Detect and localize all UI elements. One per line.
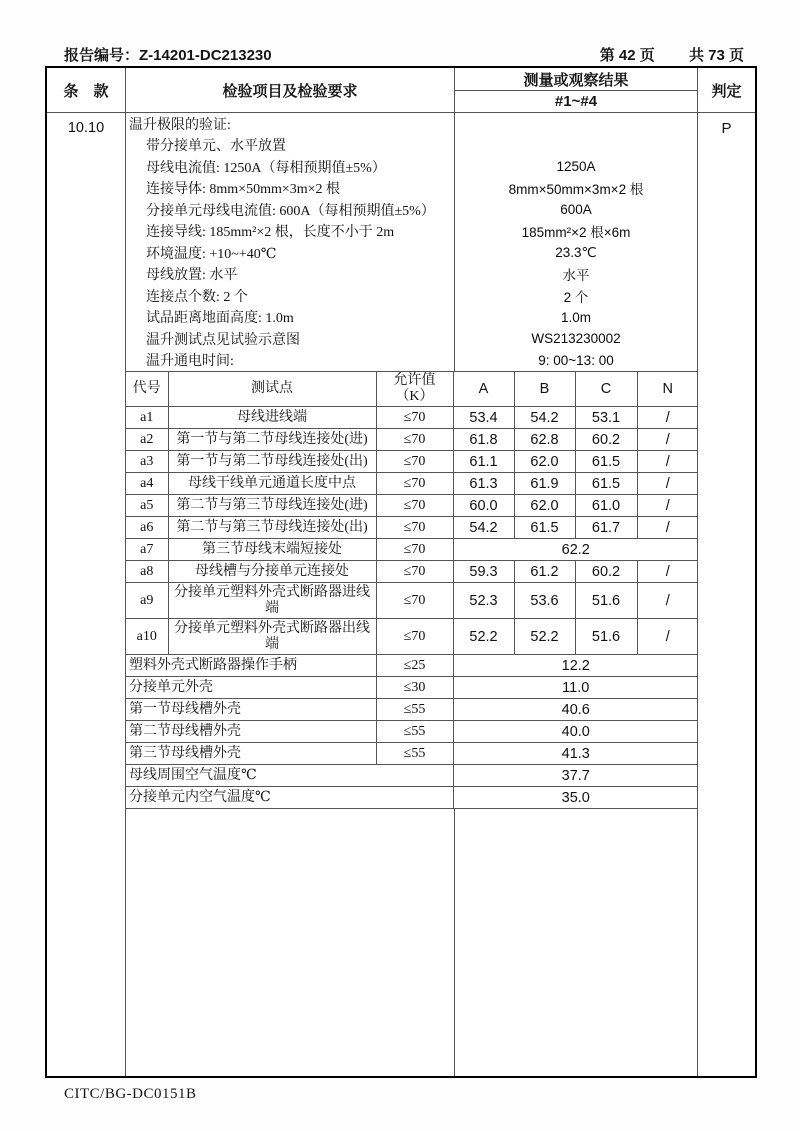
col-header-verdict: 判定 xyxy=(697,68,755,112)
row-limit: ≤70 xyxy=(376,429,453,451)
row-limit: ≤70 xyxy=(376,517,453,539)
spec-line xyxy=(126,113,697,135)
table-row xyxy=(126,619,698,655)
value-a: 60.0 xyxy=(453,495,514,517)
value-c: 60.2 xyxy=(575,561,637,583)
summary-label: 塑料外壳式断路器操作手柄 xyxy=(126,655,376,677)
value-a: 59.3 xyxy=(453,561,514,583)
summary-limit: ≤55 xyxy=(376,699,453,721)
value-c: 60.2 xyxy=(575,429,637,451)
value-b: 62.8 xyxy=(514,429,575,451)
row-limit: ≤70 xyxy=(376,619,453,655)
row-limit: ≤70 xyxy=(376,583,453,619)
report-number-label: 报告编号： xyxy=(64,47,140,64)
table-row xyxy=(126,451,698,473)
row-limit: ≤70 xyxy=(376,451,453,473)
header-limit: 允许值（K） xyxy=(376,372,453,407)
col-header-result-range: #1~#4 xyxy=(454,90,697,112)
air-label: 分接单元内空气温度℃ xyxy=(126,787,453,809)
value-n: / xyxy=(637,619,698,655)
spec-line xyxy=(126,178,697,200)
spec-line xyxy=(126,135,697,157)
row-code: a4 xyxy=(126,473,168,495)
header-code: 代号 xyxy=(126,372,168,407)
value-n: / xyxy=(637,583,698,619)
value-a: 54.2 xyxy=(453,517,514,539)
spec-requirement: 母线放置: 水平 xyxy=(126,264,455,286)
empty-region xyxy=(126,809,697,1076)
summary-limit: ≤25 xyxy=(376,655,453,677)
value-n: / xyxy=(637,495,698,517)
value-n: / xyxy=(637,473,698,495)
summary-value: 11.0 xyxy=(453,677,698,699)
spec-result: 1250A xyxy=(556,159,596,175)
value-c: 53.1 xyxy=(575,407,637,429)
row-point: 第一节与第二节母线连接处(出) xyxy=(168,451,376,473)
verdict-value: P xyxy=(697,112,755,1076)
summary-limit: ≤30 xyxy=(376,677,453,699)
footer-document-code: CITC/BG-DC0151B xyxy=(64,1086,197,1102)
spec-result: 水平 xyxy=(562,268,590,284)
row-limit: ≤70 xyxy=(376,473,453,495)
report-number xyxy=(64,44,272,65)
measurement-header-row xyxy=(126,372,698,407)
page-total: 共 73 页 xyxy=(688,47,744,64)
spec-line xyxy=(126,156,697,178)
value-a: 53.4 xyxy=(453,407,514,429)
table-row xyxy=(126,655,698,677)
col-header-result: 测量或观察结果 xyxy=(454,68,697,90)
row-point: 母线槽与分接单元连接处 xyxy=(168,561,376,583)
row-code: a2 xyxy=(126,429,168,451)
row-point: 第二节与第三节母线连接处(出) xyxy=(168,517,376,539)
table-row xyxy=(126,473,698,495)
report-number-value: Z-14201-DC213230 xyxy=(139,47,272,64)
row-point: 分接单元塑料外壳式断路器出线端 xyxy=(168,619,376,655)
value-n: / xyxy=(637,451,698,473)
value-n: / xyxy=(637,561,698,583)
header-phase-c: C xyxy=(575,372,637,407)
value-b: 54.2 xyxy=(514,407,575,429)
value-n: / xyxy=(637,429,698,451)
summary-value: 40.0 xyxy=(453,721,698,743)
spec-result: 23.3℃ xyxy=(555,244,597,260)
row-code: a6 xyxy=(126,517,168,539)
row-code: a8 xyxy=(126,561,168,583)
spec-requirement: 温升通电时间: xyxy=(126,350,455,372)
row-limit: ≤70 xyxy=(376,539,453,561)
row-code: a5 xyxy=(126,495,168,517)
header-phase-a: A xyxy=(453,372,514,407)
table-row xyxy=(126,699,698,721)
spec-result: 1.0m xyxy=(560,309,591,325)
spec-requirement: 母线电流值: 1250A（每相预期值±5%） xyxy=(126,156,455,178)
page-indicator xyxy=(600,44,744,65)
spec-line xyxy=(126,328,697,350)
report-table xyxy=(45,66,757,1078)
value-a: 52.2 xyxy=(453,619,514,655)
summary-value: 41.3 xyxy=(453,743,698,765)
col-header-item: 检验项目及检验要求 xyxy=(125,68,454,112)
spec-requirement: 连接导体: 8mm×50mm×3m×2 根 xyxy=(126,178,455,200)
row-limit: ≤70 xyxy=(376,561,453,583)
row-code: a7 xyxy=(126,539,168,561)
spec-requirement: 带分接单元、水平放置 xyxy=(126,135,455,157)
clause-number: 10.10 xyxy=(47,112,125,1076)
table-row xyxy=(126,583,698,619)
page-header xyxy=(64,44,744,65)
value-merged: 62.2 xyxy=(453,539,698,561)
table-row xyxy=(126,407,698,429)
air-value: 35.0 xyxy=(453,787,698,809)
row-code: a3 xyxy=(126,451,168,473)
spec-result: 9: 00~13: 00 xyxy=(538,352,614,368)
page-current: 第 42 页 xyxy=(599,47,655,64)
value-c: 61.5 xyxy=(575,473,637,495)
table-row xyxy=(126,743,698,765)
value-b: 52.2 xyxy=(514,619,575,655)
value-c: 61.7 xyxy=(575,517,637,539)
summary-value: 40.6 xyxy=(453,699,698,721)
col-header-clause: 条 款 xyxy=(63,82,109,100)
air-label: 母线周围空气温度℃ xyxy=(126,765,453,787)
spec-line xyxy=(126,350,697,372)
value-b: 62.0 xyxy=(514,451,575,473)
table-row xyxy=(126,517,698,539)
value-a: 61.1 xyxy=(453,451,514,473)
row-point: 分接单元塑料外壳式断路器进线端 xyxy=(168,583,376,619)
table-row xyxy=(126,677,698,699)
value-b: 53.6 xyxy=(514,583,575,619)
value-a: 52.3 xyxy=(453,583,514,619)
value-b: 62.0 xyxy=(514,495,575,517)
value-b: 61.9 xyxy=(514,473,575,495)
spec-result: WS213230002 xyxy=(531,331,621,347)
table-row xyxy=(126,765,698,787)
row-point: 第二节与第三节母线连接处(进) xyxy=(168,495,376,517)
row-point: 第一节与第二节母线连接处(进) xyxy=(168,429,376,451)
table-row xyxy=(126,495,698,517)
summary-value: 12.2 xyxy=(453,655,698,677)
spec-result: 8mm×50mm×3m×2 根 xyxy=(508,182,644,198)
value-a: 61.3 xyxy=(453,473,514,495)
summary-label: 第二节母线槽外壳 xyxy=(126,721,376,743)
summary-label: 第三节母线槽外壳 xyxy=(126,743,376,765)
spec-line xyxy=(126,199,697,221)
row-code: a10 xyxy=(126,619,168,655)
spec-requirement: 连接点个数: 2 个 xyxy=(126,285,455,307)
row-point: 第三节母线末端短接处 xyxy=(168,539,376,561)
spec-line xyxy=(126,242,697,264)
value-n: / xyxy=(637,517,698,539)
row-code: a9 xyxy=(126,583,168,619)
value-c: 61.5 xyxy=(575,451,637,473)
summary-limit: ≤55 xyxy=(376,743,453,765)
header-point: 测试点 xyxy=(168,372,376,407)
table-row xyxy=(126,429,698,451)
spec-line xyxy=(126,264,697,286)
value-a: 61.8 xyxy=(453,429,514,451)
spec-result: 2 个 xyxy=(563,289,589,305)
spec-requirement: 连接导线: 185mm²×2 根，长度不小于 2m xyxy=(126,221,455,243)
row-limit: ≤70 xyxy=(376,407,453,429)
table-row xyxy=(126,539,698,561)
table-row xyxy=(126,787,698,809)
row-limit: ≤70 xyxy=(376,495,453,517)
measurement-table xyxy=(126,371,698,809)
value-c: 61.0 xyxy=(575,495,637,517)
value-c: 51.6 xyxy=(575,583,637,619)
empty-region-divider xyxy=(126,809,455,1076)
spec-requirement: 试品距离地面高度: 1.0m xyxy=(126,307,455,329)
value-c: 51.6 xyxy=(575,619,637,655)
spec-requirement: 温升极限的验证: xyxy=(126,113,455,135)
spec-requirement: 分接单元母线电流值: 600A（每相预期值±5%） xyxy=(126,199,455,221)
air-value: 37.7 xyxy=(453,765,698,787)
spec-result: 600A xyxy=(560,202,592,218)
table-row xyxy=(126,561,698,583)
spec-line xyxy=(126,307,697,329)
value-n: / xyxy=(637,407,698,429)
value-b: 61.2 xyxy=(514,561,575,583)
spec-requirement: 温升测试点见试验示意图 xyxy=(126,328,455,350)
spec-requirement: 环境温度: +10~+40℃ xyxy=(126,242,455,264)
clause-content xyxy=(125,112,697,1076)
header-phase-n: N xyxy=(637,372,698,407)
spec-result: 185mm²×2 根×6m xyxy=(521,225,631,241)
summary-label: 分接单元外壳 xyxy=(126,677,376,699)
spec-line xyxy=(126,285,697,307)
spec-lines xyxy=(126,113,697,371)
summary-limit: ≤55 xyxy=(376,721,453,743)
row-point: 母线进线端 xyxy=(168,407,376,429)
row-code: a1 xyxy=(126,407,168,429)
value-b: 61.5 xyxy=(514,517,575,539)
summary-label: 第一节母线槽外壳 xyxy=(126,699,376,721)
spec-line xyxy=(126,221,697,243)
row-point: 母线干线单元通道长度中点 xyxy=(168,473,376,495)
header-phase-b: B xyxy=(514,372,575,407)
table-row xyxy=(126,721,698,743)
